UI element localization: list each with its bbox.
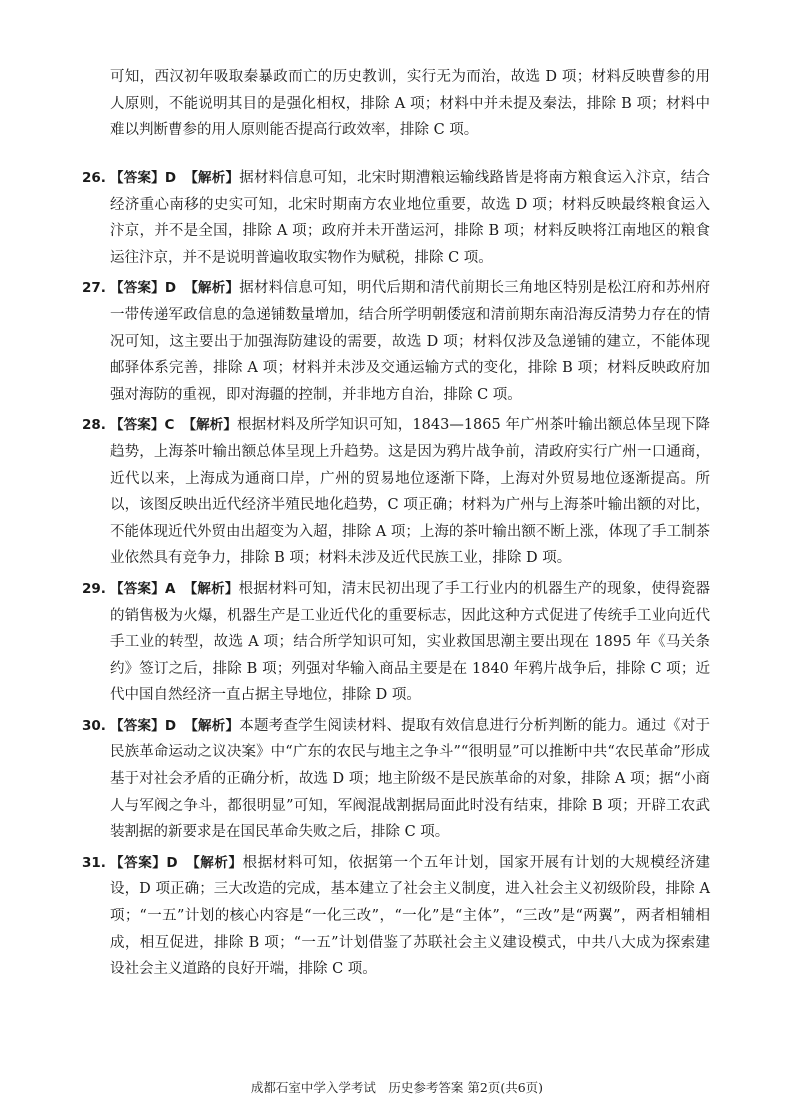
answer-letter: D — [164, 170, 177, 186]
answer-item-29 — [82, 576, 710, 709]
answer-tag: 【答案】 — [110, 854, 167, 871]
analysis-text: 根据材料可知，清末民初出现了手工行业内的机器生产的现象，使得瓷器的销售极为火爆，机器生产是工业近代化的重要标志，因此这种方式促进了传统手工业向近代手工业的转型，故选 A 项；结合所学知识可知，实业救国思潮主要出现在 1895 年《马关条约》签订之后，排除 B 项；列强对华输入商品主要是在 1840 年鸦片战争后，排除 C 项；近代中国自然经济一直占据主导地位，排除 D 项。 — [110, 580, 711, 704]
answer-item-28 — [82, 412, 710, 572]
analysis-text: 本题考查学生阅读材料、提取有效信息进行分析判断的能力。通过《对于民族革命运动之议决案》中“广东的农民与地主之争斗”“很明显”可以推断中共“农民革命”形成基于对社会矛盾的正确分析，故选 D 项；地主阶级不是民族革命的对象，排除 A 项；据“小商人与军阀之争斗，都很明显”可知，军阀混战割据局面此时没有结束，排除 B 项；开辟工农武装割据的新要求是在国民革命失败之后，排除 C 项。 — [110, 717, 711, 841]
analysis-tag: 【解析】 — [182, 417, 237, 434]
analysis-tag: 【解析】 — [183, 580, 239, 597]
analysis-text: 据材料信息可知，北宋时期漕粮运输线路皆是将南方粮食运入汴京，结合经济重心南移的史实可知，北宋时期南方农业地位重要，故选 D 项；材料反映最终粮食运入汴京，并不是全国，排除 A 项；政府并未开凿运河，排除 B 项；材料反映将江南地区的粮食运往汴京，并不是说明普遍收取实物作为赋税，排除 C 项。 — [110, 170, 711, 266]
answer-body — [110, 165, 710, 271]
question-number: 29. — [82, 580, 106, 597]
question-number: 28. — [82, 417, 106, 434]
analysis-text: 根据材料及所学知识可知，1843—1865 年广州茶叶输出额总体呈现下降趋势，上海茶叶输出额总体呈现上升趋势。这是因为鸦片战争前，清政府实行广州一口通商，近代以来，上海成为通商口岸，广州的贸易地位逐渐下降，上海对外贸易地位逐渐提高。所以，该图反映出近代经济半殖民地化趋势，C 项正确；材料为广州与上海茶叶输出额的对比，不能体现近代外贸由出超变为入超，排除 A 项；上海的茶叶输出额不断上涨，体现了手工制茶业依然具有竞争力，排除 B 项；材料未涉及近代民族工业，排除 D 项。 — [110, 417, 710, 567]
answer-body — [110, 576, 710, 709]
page-footer: 成都石室中学入学考试 历史参考答案 第2页(共6页) — [250, 1080, 544, 1095]
answer-body — [110, 850, 710, 983]
question-number: 27. — [82, 280, 106, 297]
analysis-text: 据材料信息可知，明代后期和清代前期长三角地区特别是松江府和苏州府一带传递军政信息的急递铺数量增加，结合所学明朝倭寇和清前期东南沿海反清势力存在的情况可知，这主要出于加强海防建设的需要，故选 D 项；材料仅涉及急递铺的建立，不能体现邮驿体系完善，排除 A 项；材料并未涉及交通运输方式的变化，排除 B 项；材料反映政府加强对海防的重视，即对海疆的控制，并非地方自治，排除 C 项。 — [110, 280, 711, 403]
answer-body — [110, 412, 710, 572]
answer-body — [110, 713, 710, 846]
question-number: 26. — [82, 170, 106, 186]
analysis-tag: 【解析】 — [185, 854, 243, 871]
answer-letter: C — [164, 417, 175, 434]
question-number: 31. — [82, 854, 106, 871]
analysis-text: 根据材料可知，依据第一个五年计划，国家开展有计划的大规模经济建设，D 项正确；三大改造的完成，基本建立了社会主义制度，进入社会主义初级阶段，排除 A 项；“一五”计划的核心内容是“一化三改”，“一化”是“主体”，“三改”是“两翼”，两者相辅相成，相互促进，排除 B 项；“一五”计划借鉴了苏联社会主义建设模式，中共八大成为探索建设社会主义道路的良好开端，排除 C 项。 — [110, 854, 711, 978]
analysis-tag: 【解析】 — [184, 170, 240, 186]
answer-letter: D — [166, 854, 178, 871]
answer-letter: D — [164, 717, 177, 734]
answer-item-26 — [82, 165, 710, 271]
answer-item-27 — [82, 275, 710, 408]
continued-paragraph: 可知，西汉初年吸取秦暴政而亡的历史教训，实行无为而治，故选 D 项；材料反映曹参的用人原则，不能说明其目的是强化相权，排除 A 项；材料中并未提及秦法，排除 B 项；材料中难以判断曹参的用人原则能否提高行政效率，排除 C 项。 — [110, 69, 710, 139]
answer-item-30 — [82, 713, 710, 846]
answer-tag: 【答案】 — [110, 717, 165, 734]
analysis-tag: 【解析】 — [184, 280, 240, 297]
answer-tag: 【答案】 — [110, 417, 165, 434]
question-number: 30. — [82, 717, 106, 734]
answer-list — [82, 165, 710, 987]
answer-body — [110, 275, 710, 408]
answer-item-31 — [82, 850, 710, 983]
answer-tag: 【答案】 — [110, 170, 165, 186]
answer-letter: D — [164, 280, 177, 297]
analysis-tag: 【解析】 — [184, 717, 240, 734]
answer-tag: 【答案】 — [110, 280, 165, 297]
answer-letter: A — [164, 580, 176, 597]
answer-tag: 【答案】 — [110, 580, 165, 597]
